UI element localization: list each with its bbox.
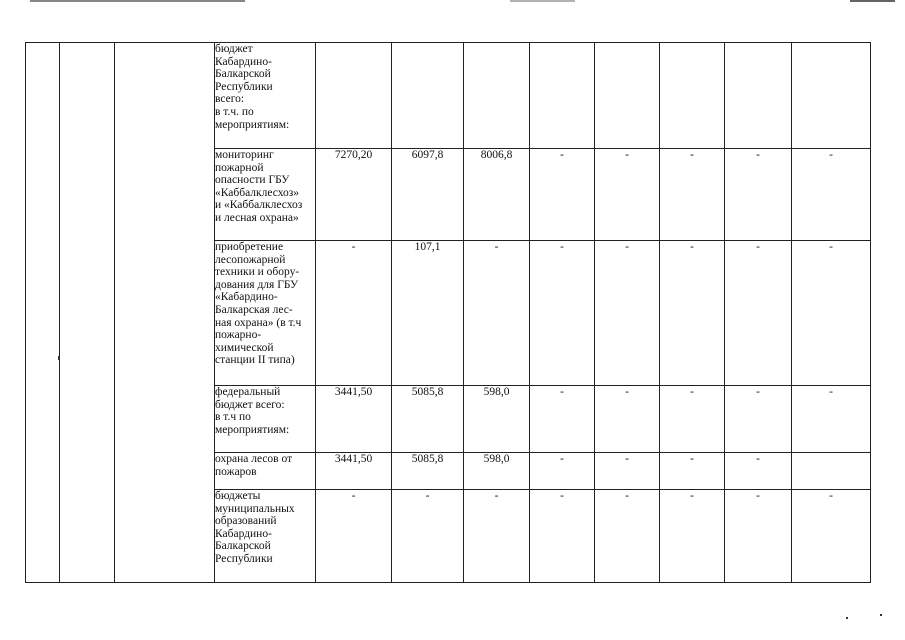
table-body: [26, 43, 871, 583]
value-cell: 107,1: [392, 241, 464, 386]
top-edge-mark-left: [30, 0, 245, 2]
value-cell: -: [530, 149, 595, 241]
value-cell: -: [595, 386, 660, 453]
row-label: бюджет Кабардино- Балкарской Республики всего: в т.ч. по мероприятиям:: [215, 43, 316, 149]
top-edge-mark-center: [510, 0, 575, 2]
row-label: федеральный бюджет всего: в т.ч по мероприятиям:: [215, 386, 316, 453]
value-cell: -: [595, 453, 660, 490]
value-cell: -: [660, 453, 725, 490]
value-cell: 3441,50: [316, 386, 392, 453]
value-cell: -: [595, 241, 660, 386]
value-cell: -: [392, 490, 464, 583]
value-cell: -: [595, 149, 660, 241]
value-cell: 5085,8: [392, 453, 464, 490]
third-column-cell: [115, 43, 215, 583]
value-cell: -: [464, 241, 530, 386]
value-cell: 6097,8: [392, 149, 464, 241]
top-edge-mark-right: [850, 0, 895, 2]
value-cell: -: [530, 241, 595, 386]
value-cell: -: [660, 149, 725, 241]
value-cell: -: [792, 386, 871, 453]
value-cell: -: [464, 490, 530, 583]
value-cell: [792, 453, 871, 490]
value-cell: -: [530, 386, 595, 453]
value-cell: 598,0: [464, 453, 530, 490]
value-cell: 5085,8: [392, 386, 464, 453]
value-cell: [392, 43, 464, 149]
value-cell: -: [530, 453, 595, 490]
value-cell: -: [725, 490, 792, 583]
value-cell: 598,0: [464, 386, 530, 453]
row-label: бюджеты муниципальных образований Кабардино- Балкарской Республики: [215, 490, 316, 583]
table-row: [26, 43, 871, 149]
value-cell: -: [316, 490, 392, 583]
value-cell: -: [725, 386, 792, 453]
value-cell: -: [792, 149, 871, 241]
value-cell: -: [660, 490, 725, 583]
value-cell: -: [595, 490, 660, 583]
value-cell: [464, 43, 530, 149]
value-cell: -: [725, 241, 792, 386]
value-cell: [792, 43, 871, 149]
row-label: приобретение лесопожарной техники и обору- дования для ГБУ «Кабардино- Балкарская лес- ная охрана» (в т.ч пожарно- химической станции II типа): [215, 241, 316, 386]
value-cell: -: [316, 241, 392, 386]
value-cell: -: [792, 490, 871, 583]
value-cell: -: [725, 453, 792, 490]
value-cell: [725, 43, 792, 149]
value-cell: -: [530, 490, 595, 583]
value-cell: -: [660, 241, 725, 386]
first-column-cell: [26, 43, 60, 583]
value-cell: [316, 43, 392, 149]
budget-table: [25, 42, 871, 583]
value-cell: [595, 43, 660, 149]
value-cell: 8006,8: [464, 149, 530, 241]
value-cell: 3441,50: [316, 453, 392, 490]
scan-dot: [880, 614, 882, 616]
row-label: мониторинг пожарной опасности ГБУ «Каббалклесхоз» и «Каббалклесхоз и лесная охрана»: [215, 149, 316, 241]
value-cell: 7270,20: [316, 149, 392, 241]
row-label: охрана лесов от пожаров: [215, 453, 316, 490]
edge-tick: [58, 356, 60, 360]
scan-dot: [846, 617, 848, 619]
value-cell: [660, 43, 725, 149]
value-cell: -: [725, 149, 792, 241]
value-cell: [530, 43, 595, 149]
second-column-cell: [60, 43, 115, 583]
value-cell: -: [792, 241, 871, 386]
value-cell: -: [660, 386, 725, 453]
